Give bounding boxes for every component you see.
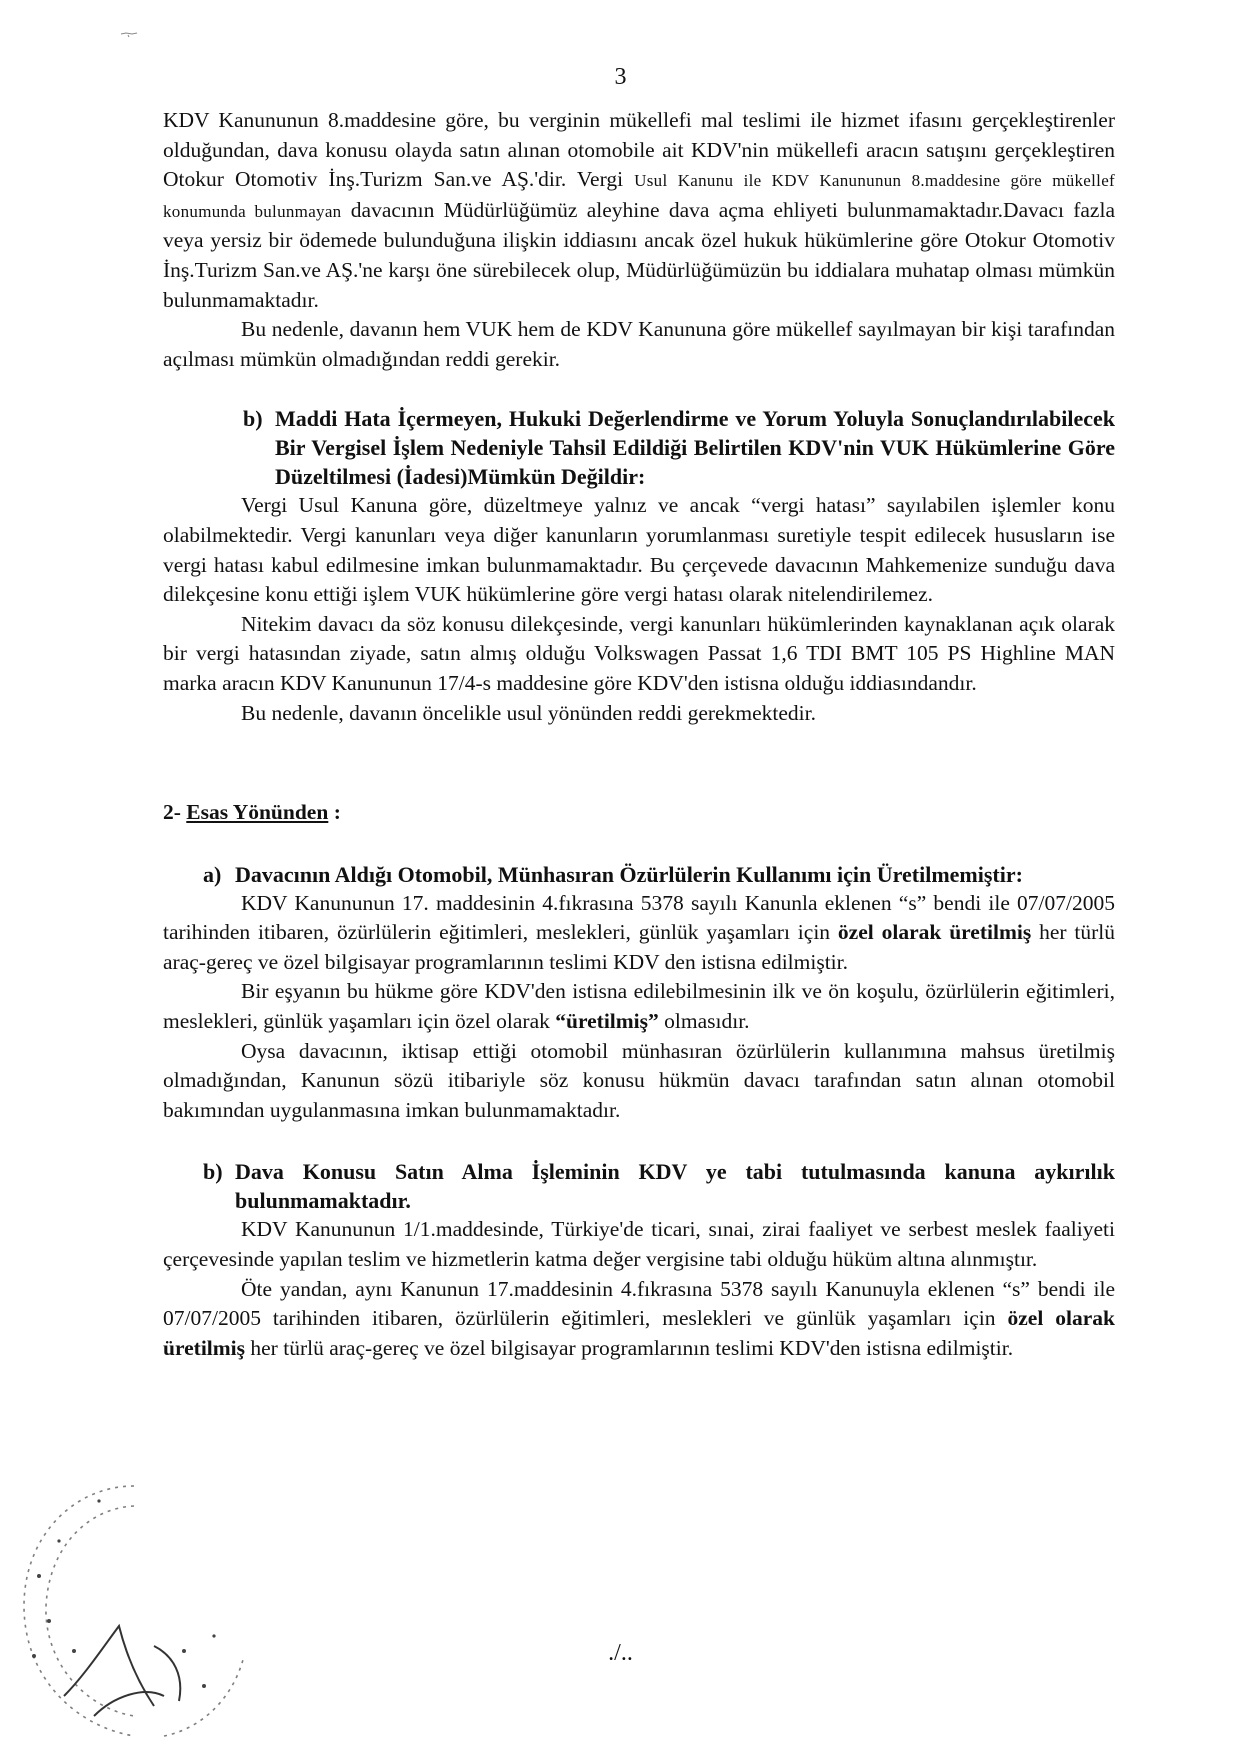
procedural-paragraph-1: Vergi Usul Kanuna göre, düzeltmeye yalnız ve ancak “vergi hatası” sayılabilen işlemler konu olabilmektedir. Vergi kanunları veya diğer kanunların yorumlanması suretiyle tespit edilecek hususların ise vergi hatası kabul edilmesine imkan bulunmamaktadır. Bu çerçevede davacının Mahkemenize sunduğu dava dilekçesine konu ettiği işlem VUK hükümlerine göre vergi hatası olarak nitelendirilemez. (163, 493, 1115, 607)
sub-a-p2-bold: “üretilmiş” (555, 1009, 659, 1034)
sub-a-letter: a) (203, 861, 222, 887)
sub-b-paragraph-1: KDV Kanununun 1/1.maddesinde, Türkiye'de ticari, sınai, zirai faaliyet ve serbest meslek faaliyeti çerçevesinde yapılan teslim ve hizmetlerin katma değer vergisine tabi olduğu hüküm altına alınmıştır. (163, 1217, 1115, 1272)
sub-a-p1-text-end: her türlü araç-gereç ve özel bilgisayar programlarının teslimi KDV den istisna edilmiştir. (163, 920, 1116, 974)
procedural-paragraph-3: Bu nedenle, davanın öncelikle usul yönünden reddi gerekmektedir. (241, 700, 816, 725)
sub-b-letter: b) (203, 1159, 223, 1185)
page-continuation-mark: ./.. (608, 1640, 633, 1666)
sub-a-heading (203, 860, 1115, 889)
heading-text: Maddi Hata İçermeyen, Hukuki Değerlendirme ve Yorum Yoluyla Sonuçlandırılabilecek Bir Vergisel İşlem Nedeniyle Tahsil Edildiği Belirtilen KDV'nin VUK Hükümlerine Göre Düzeltilmesi (İadesi)Mümkün Değildir: (275, 406, 1115, 490)
section-2-title (163, 798, 1115, 828)
intro-paragraph (163, 106, 1115, 315)
sub-a-p1-bold: özel olarak üretilmiş (837, 920, 1032, 945)
sub-a-p2-text: Bir eşyanın bu hükme göre KDV'den istisna edilebilmesinin ilk ve ön koşulu, özürlülerin eğitimleri, meslekleri, günlük yaşamları için özel olarak (163, 979, 1115, 1034)
section-2-title-text: Esas Yönünden (186, 800, 329, 825)
sub-b-paragraph-2 (163, 1275, 1115, 1364)
scan-artifact-icon (120, 32, 138, 38)
sub-a-heading-text: Davacının Aldığı Otomobil, Münhasıran Özürlülerin Kullanımı için Üretilmemiştir: (235, 861, 1023, 887)
sub-b-p2-text-end: her türlü araç-gereç ve özel bilgisayar programlarının teslimi KDV'den istisna edilmiştir. (245, 1335, 1014, 1360)
sub-a-p1-text: KDV Kanununun 17. maddesinin 4.fıkrasına 5378 sayılı Kanunla eklenen “s” bendi ile 07/07/2005 tarihinden itibaren, özürlülerin eğitimleri, meslekleri, günlük yaşamları için (163, 890, 1115, 945)
document-body (163, 106, 1115, 1363)
procedural-paragraph-2: Nitekim davacı da söz konusu dilekçesinde, vergi kanunları hükümlerinden kaynaklanan açık olarak bir vergi hatasından ziyade, satın almış olduğu Volkswagen Passat 1,6 TDI BMT 105 PS Highline MAN marka aracın KDV Kanununun 17/4-s maddesine göre KDV'den istisna olduğu iddiasındandır. (163, 611, 1115, 695)
sub-b-heading (203, 1157, 1115, 1215)
section-2-prefix: 2- (163, 800, 187, 825)
stamp-seal-icon (4, 1446, 264, 1746)
sub-a-paragraph-2 (163, 977, 1115, 1036)
sub-a-paragraph-1 (163, 889, 1115, 978)
sub-b-p2-text: Öte yandan, aynı Kanunun 17.maddesinin 4.fıkrasına 5378 sayılı Kanunuyla eklenen “s” bendi ile 07/07/2005 tarihinden itibaren, özürlülerin eğitimleri, meslekleri ve günlük yaşamları için (163, 1276, 1115, 1331)
page-number: 3 (614, 64, 627, 90)
intro-conclusion: Bu nedenle, davanın hem VUK hem de KDV Kanununa göre mükellef sayılmayan bir kişi tarafından açılması mümkün olmadığından reddi gerekir. (163, 317, 1115, 371)
section-b-procedural-heading (243, 404, 1115, 491)
sub-b-heading-text: Dava Konusu Satın Alma İşleminin KDV ye tabi tutulmasında kanuna aykırılık bulunmamaktadır. (235, 1159, 1115, 1214)
sub-a-paragraph-3: Oysa davacının, iktisap ettiği otomobil münhasıran özürlülerin kullanımına mahsus üretilmiş olmadığından, Kanunun sözü itibariyle söz konusu hükmün davacı tarafından satın alınan otomobil bakımından uygulanmasına imkan bulunmamaktadır. (163, 1038, 1115, 1122)
intro-text-a: KDV Kanununun 8.maddesine göre, bu verginin mükellefi mal teslimi ile hizmet ifasını gerçekleştirenler olduğundan, dava konusu olayda satın alınan otomobile ait KDV'nin mükellefi aracın satışını gerçekleştiren Otokur Otomotiv İnş.Turizm San.ve AŞ.'dir. Vergi (163, 108, 1115, 192)
section-2-colon: : (328, 800, 341, 825)
heading-letter: b) (243, 406, 263, 432)
intro-text-b: Usul Kanunu ile KDV Kanununun 8.maddesine göre mükellef konumunda bulunmayan (163, 171, 1116, 221)
sub-b-p2-bold: özel olarak üretilmiş (163, 1306, 1115, 1360)
intro-text-c: davacının Müdürlüğümüz aleyhine dava açma ehliyeti bulunmamaktadır.Davacı fazla veya yersiz bir ödemede bulunduğuna ilişkin iddiasını ancak özel hukuk hükümlerine göre Otokur Otomotiv İnş.Turizm San.ve AŞ.'ne karşı öne sürebilecek olup, Müdürlüğümüzün bu iddialara muhatap olması mümkün bulunmamaktadır. (163, 197, 1115, 312)
sub-a-p2-text-end: olmasıdır. (658, 1009, 750, 1034)
